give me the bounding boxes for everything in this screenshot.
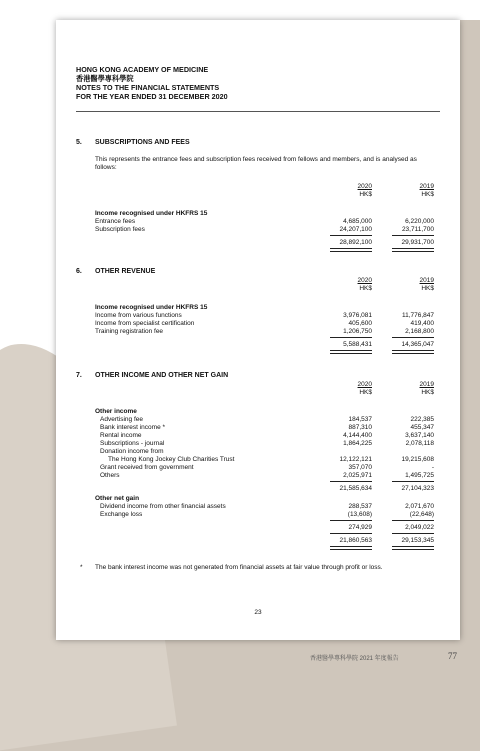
footnote-text: The bank interest income was not generated from financial assets at fair value through profit or loss. bbox=[95, 564, 383, 571]
s5-subtotal-line-2019 bbox=[392, 235, 434, 236]
s7-row-2020: 1,864,225 bbox=[343, 440, 372, 447]
s7-row-label: Exchange loss bbox=[100, 511, 143, 518]
s6-total-double-line-2019 bbox=[392, 350, 434, 354]
s7-row-label: Advertising fee bbox=[100, 416, 143, 423]
s5-year-2019: 2019 bbox=[419, 183, 434, 190]
s7-total-2019: 29,153,345 bbox=[401, 537, 434, 544]
s5-subtotal-line-2020 bbox=[330, 235, 372, 236]
background-top bbox=[0, 0, 480, 20]
s6-row-2020: 1,206,750 bbox=[343, 328, 372, 335]
s7-group1-heading: Other income bbox=[95, 408, 137, 415]
header-rule bbox=[76, 111, 440, 112]
s7-total-line-2020 bbox=[330, 533, 372, 534]
s7-sub2-2020: 274,929 bbox=[348, 524, 372, 531]
s7-sub2-line-2019 bbox=[392, 520, 434, 521]
s7-sub1-line-2019 bbox=[392, 481, 434, 482]
s7-year-2020: 2020 bbox=[357, 381, 372, 388]
s7-sub1-line-2020 bbox=[330, 481, 372, 482]
org-name-en: HONG KONG ACADEMY OF MEDICINE bbox=[76, 65, 209, 74]
section-6-title: OTHER REVENUE bbox=[95, 268, 156, 275]
s7-currency-2019: HK$ bbox=[421, 389, 434, 396]
period-title: FOR THE YEAR ENDED 31 DECEMBER 2020 bbox=[76, 92, 228, 101]
s5-row-2020: 24,207,100 bbox=[339, 226, 372, 233]
s7-sub1-2019: 27,104,323 bbox=[401, 485, 434, 492]
s7-sub2-2019: 2,049,022 bbox=[405, 524, 434, 531]
s5-year-2020: 2020 bbox=[357, 183, 372, 190]
section-5-number: 5. bbox=[76, 139, 82, 146]
s7-row-label: Others bbox=[100, 472, 120, 479]
s6-subtotal-line-2019 bbox=[392, 337, 434, 338]
s6-subtotal-line-2020 bbox=[330, 337, 372, 338]
s6-year-2020: 2020 bbox=[357, 277, 372, 284]
s5-row-label: Subscription fees bbox=[95, 226, 145, 233]
footnote-mark: * bbox=[80, 564, 83, 571]
s6-row-2019: 419,400 bbox=[410, 320, 434, 327]
s5-total-double-line-2020 bbox=[330, 248, 372, 252]
s7-row-label: Grant received from government bbox=[100, 464, 194, 471]
annual-report-page-number: 77 bbox=[448, 651, 457, 661]
org-name-zh: 香港醫學專科學院 bbox=[76, 74, 134, 83]
s5-total-double-line-2019 bbox=[392, 248, 434, 252]
section-6-number: 6. bbox=[76, 268, 82, 275]
s6-row-2019: 11,776,847 bbox=[401, 312, 434, 319]
s6-total-double-line-2020 bbox=[330, 350, 372, 354]
s7-row-2019: 455,347 bbox=[410, 424, 434, 431]
s7-row-2020: 357,070 bbox=[348, 464, 372, 471]
notes-title: NOTES TO THE FINANCIAL STATEMENTS bbox=[76, 83, 220, 92]
s7-row-2020: 12,122,121 bbox=[339, 456, 372, 463]
s5-total-2020: 28,892,100 bbox=[339, 239, 372, 246]
s6-row-2020: 405,600 bbox=[348, 320, 372, 327]
section-7-number: 7. bbox=[76, 372, 82, 379]
s5-row-2019: 23,711,700 bbox=[401, 226, 434, 233]
section-5-title: SUBSCRIPTIONS AND FEES bbox=[95, 139, 190, 146]
s5-currency-2019: HK$ bbox=[421, 191, 434, 198]
s7-row-2019: 1,495,725 bbox=[405, 472, 434, 479]
annual-report-caption: 香港醫學專科學院 2021 年度報告 bbox=[310, 656, 399, 662]
s7-row-2019: - bbox=[431, 464, 434, 471]
s7-row-label: The Hong Kong Jockey Club Charities Trust bbox=[108, 456, 235, 463]
s7-row-2019: 3,637,140 bbox=[405, 432, 434, 439]
page-number: 23 bbox=[254, 609, 262, 616]
s7-row-label: Bank interest income * bbox=[100, 424, 166, 431]
s7-row-2019: 19,215,608 bbox=[401, 456, 434, 463]
s7-sub1-2020: 21,585,634 bbox=[339, 485, 372, 492]
s7-total-double-line-2020 bbox=[330, 546, 372, 550]
document-page bbox=[56, 20, 460, 640]
s5-row-2019: 6,220,000 bbox=[405, 218, 434, 225]
s7-year-2019: 2019 bbox=[419, 381, 434, 388]
s7-row-2020: 184,537 bbox=[348, 416, 372, 423]
s6-currency-2019: HK$ bbox=[421, 285, 434, 292]
s7-total-2020: 21,860,563 bbox=[339, 537, 372, 544]
s7-row-2020: 887,310 bbox=[348, 424, 372, 431]
s6-row-2020: 3,976,081 bbox=[343, 312, 372, 319]
s7-row-2020: 4,144,400 bbox=[343, 432, 372, 439]
s7-row-2019: 2,078,118 bbox=[405, 440, 434, 447]
s5-group-heading: Income recognised under HKFRS 15 bbox=[95, 210, 208, 217]
s6-row-2019: 2,168,800 bbox=[405, 328, 434, 335]
s7-row-2019: (22,648) bbox=[409, 511, 434, 518]
section-5-intro: This represents the entrance fees and subscription fees received from fellows and members, and is analysed as follows: bbox=[95, 156, 417, 171]
s7-row-label: Rental income bbox=[100, 432, 142, 439]
s7-row-2019: 2,071,670 bbox=[405, 503, 434, 510]
s5-row-2020: 4,685,000 bbox=[343, 218, 372, 225]
s7-row-2019: 222,385 bbox=[410, 416, 434, 423]
s6-total-2020: 5,588,431 bbox=[343, 341, 372, 348]
s7-row-label: Dividend income from other financial assets bbox=[100, 503, 226, 510]
s7-row-label: Donation income from bbox=[100, 448, 164, 455]
s5-currency-2020: HK$ bbox=[359, 191, 372, 198]
s7-row-2020: 288,537 bbox=[348, 503, 372, 510]
s6-year-2019: 2019 bbox=[419, 277, 434, 284]
s6-total-2019: 14,365,047 bbox=[401, 341, 434, 348]
s7-total-line-2019 bbox=[392, 533, 434, 534]
s7-row-label: Subscriptions - journal bbox=[100, 440, 165, 447]
s7-currency-2020: HK$ bbox=[359, 389, 372, 396]
s7-group2-heading: Other net gain bbox=[95, 495, 140, 502]
s7-row-2020: (13,608) bbox=[347, 511, 372, 518]
section-7-title: OTHER INCOME AND OTHER NET GAIN bbox=[95, 372, 229, 379]
s5-total-2019: 29,931,700 bbox=[401, 239, 434, 246]
s6-currency-2020: HK$ bbox=[359, 285, 372, 292]
s6-group-heading: Income recognised under HKFRS 15 bbox=[95, 304, 208, 311]
s6-row-label: Income from various functions bbox=[95, 312, 182, 319]
s6-row-label: Income from specialist certification bbox=[95, 320, 195, 327]
s7-row-2020: 2,025,971 bbox=[343, 472, 372, 479]
s6-row-label: Training registration fee bbox=[95, 328, 164, 335]
s5-row-label: Entrance fees bbox=[95, 218, 136, 225]
s7-sub2-line-2020 bbox=[330, 520, 372, 521]
s7-total-double-line-2019 bbox=[392, 546, 434, 550]
